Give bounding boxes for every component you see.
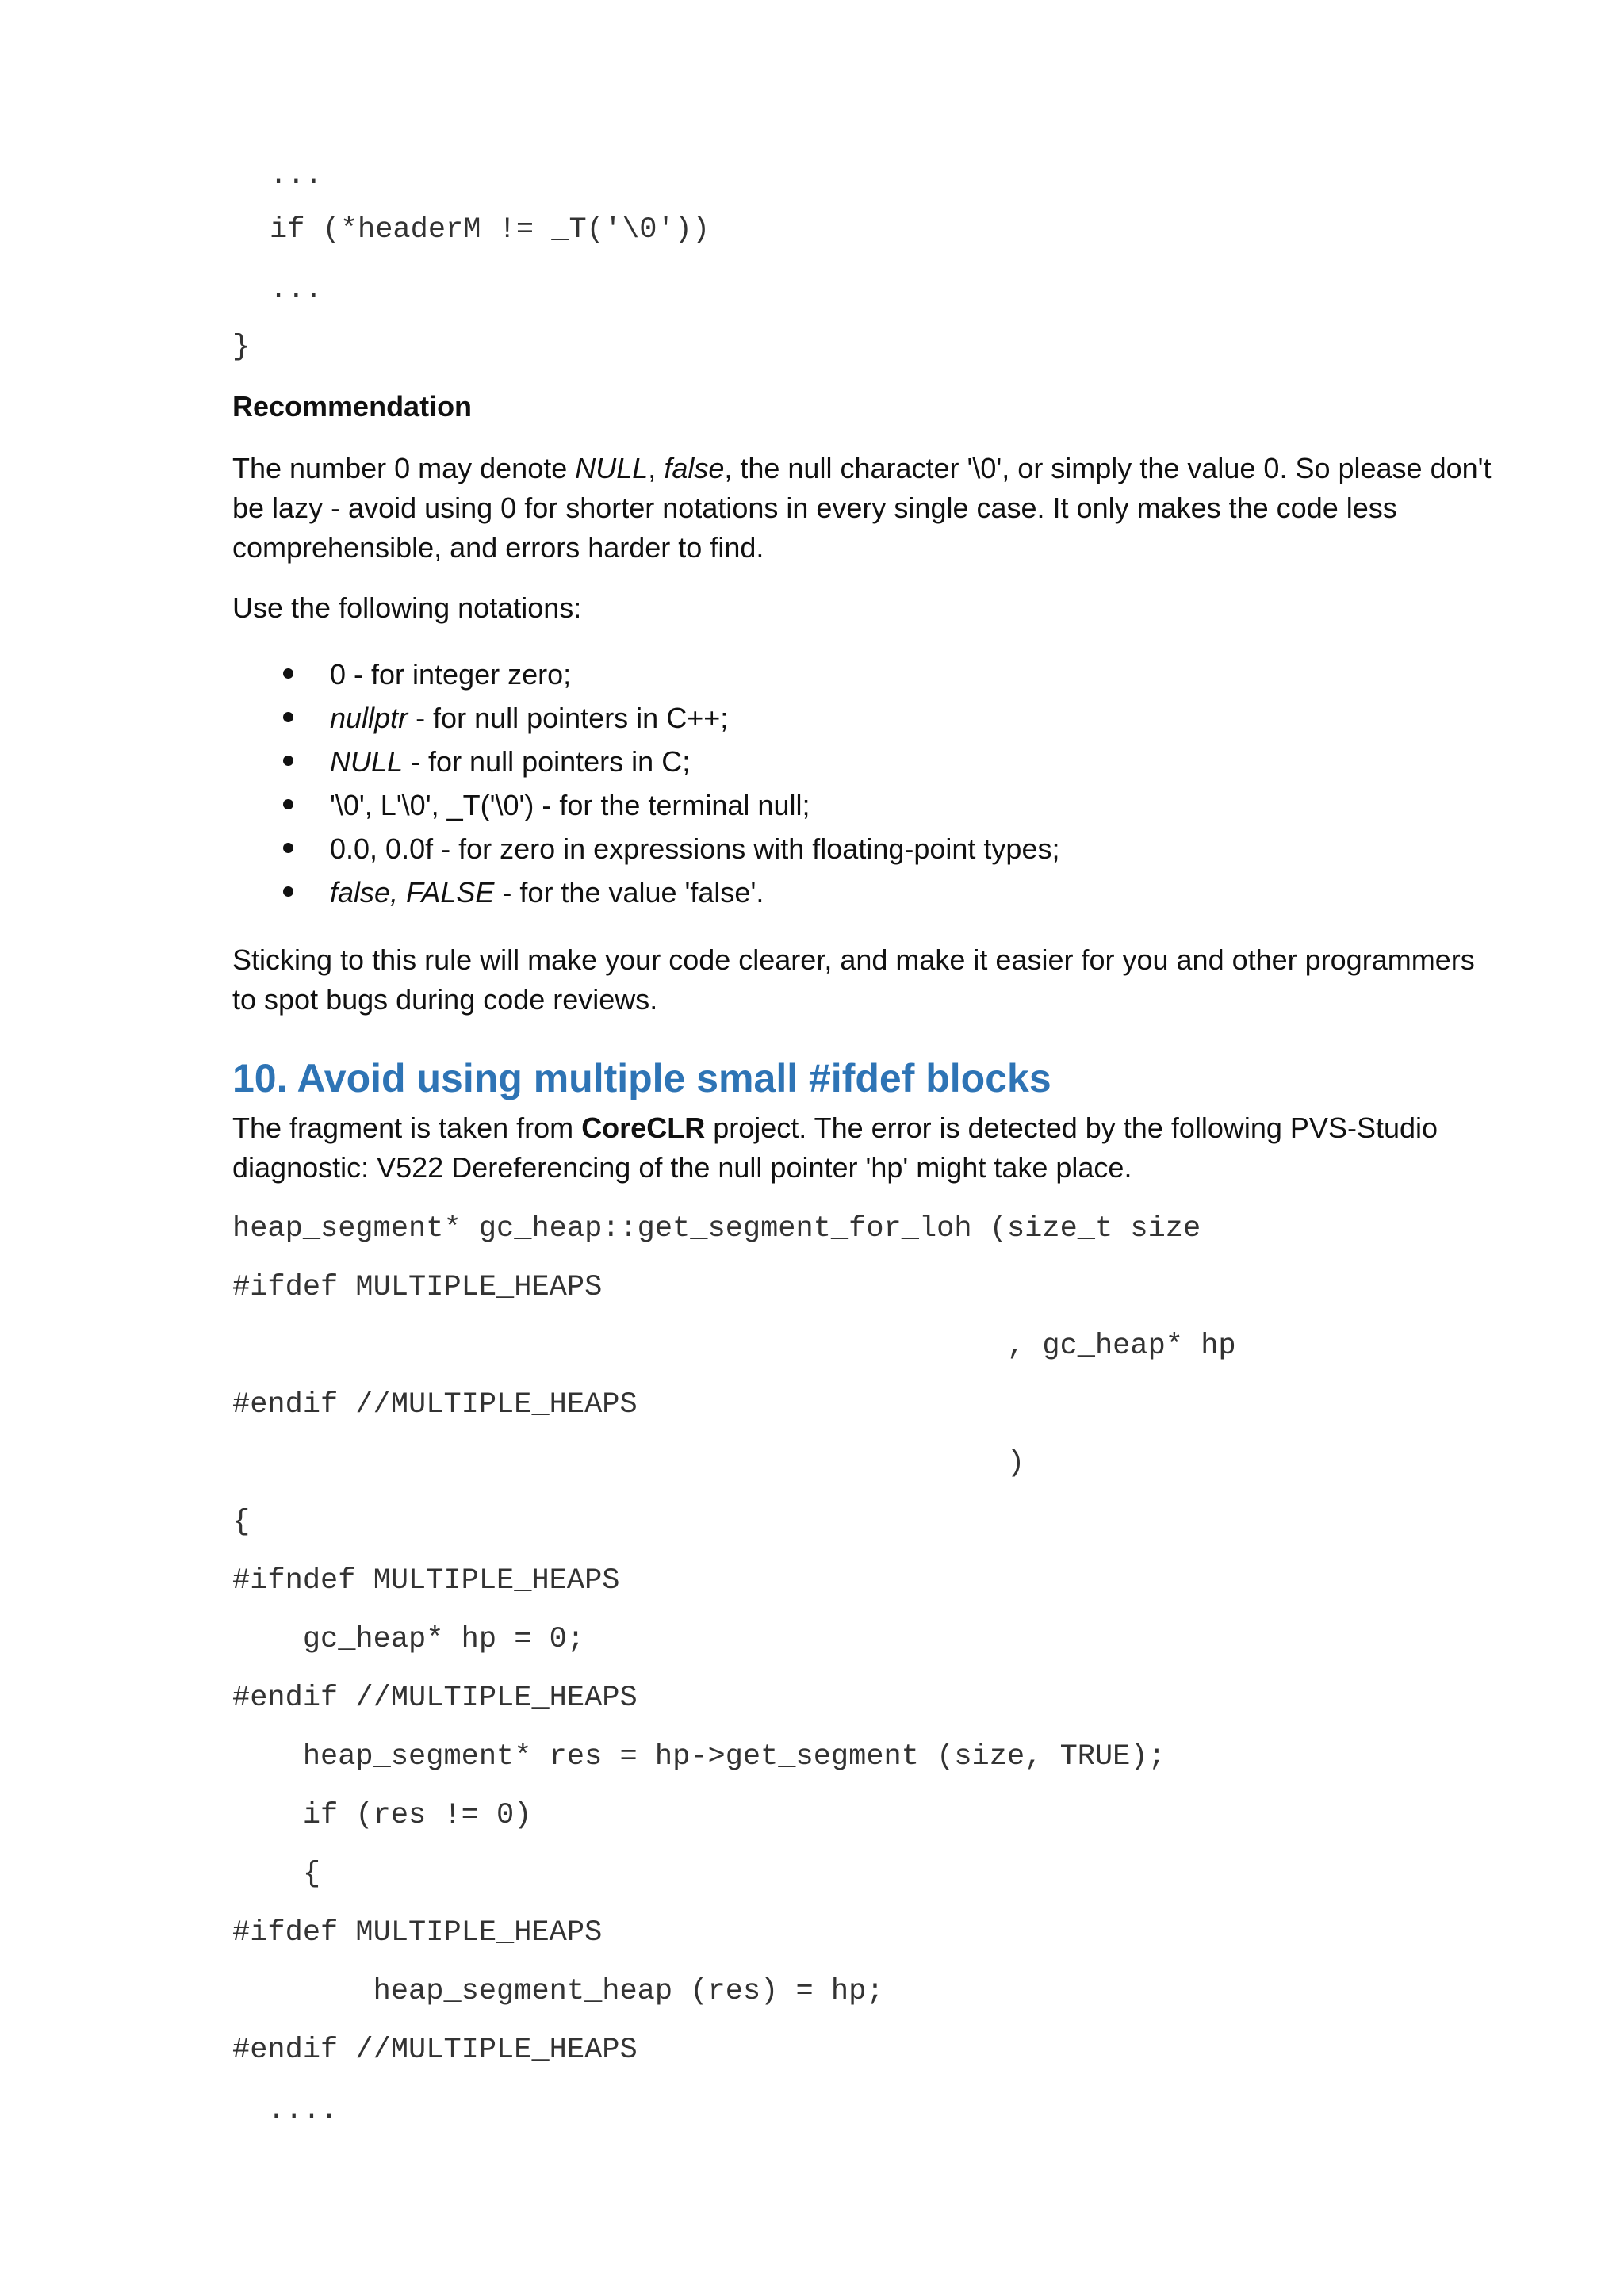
code-line: if (*headerM != _T('\0')) (270, 213, 710, 247)
notations-list (279, 652, 1059, 914)
code-line: .... (232, 2094, 339, 2127)
code-line: #ifndef MULTIPLE_HEAPS (232, 1564, 620, 1598)
recommendation-paragraph (232, 449, 1501, 568)
code-line: heap_segment* res = hp->get_segment (size, TRUE); (232, 1740, 1166, 1774)
list-item-italic: false, FALSE (330, 876, 495, 909)
code-line: { (232, 1858, 321, 1891)
list-item (279, 871, 1059, 914)
code-line: ) (232, 1447, 1025, 1480)
list-item-italic: nullptr (330, 702, 408, 734)
code-line: #endif //MULTIPLE_HEAPS (232, 2034, 638, 2067)
code-line: #endif //MULTIPLE_HEAPS (232, 1388, 638, 1422)
conclusion-paragraph: Sticking to this rule will make your code clearer, and make it easier for you and other programmers to spot bugs during code reviews. (232, 943, 1475, 1016)
bullet-icon (283, 756, 293, 766)
code-line: heap_segment* gc_heap::get_segment_for_loh (size_t size (232, 1212, 1201, 1246)
code-line: ... (270, 159, 323, 193)
bullet-icon (283, 886, 293, 897)
bullet-icon (283, 712, 293, 722)
code-line: #ifdef MULTIPLE_HEAPS (232, 1916, 603, 1950)
list-item (279, 827, 1059, 871)
bullet-icon (283, 668, 293, 679)
list-item-text: - for null pointers in C++; (408, 702, 729, 734)
list-item (279, 740, 1059, 783)
bullet-icon (283, 843, 293, 853)
code-line: #endif //MULTIPLE_HEAPS (232, 1682, 638, 1715)
code-line: #ifdef MULTIPLE_HEAPS (232, 1271, 603, 1304)
code-line: } (232, 331, 251, 364)
code-line: gc_heap* hp = 0; (232, 1623, 585, 1656)
list-item (279, 652, 1059, 696)
section-intro (232, 1108, 1501, 1188)
list-item-text: 0 - for integer zero; (330, 658, 572, 691)
bullet-icon (283, 799, 293, 809)
notations-intro: Use the following notations: (232, 591, 582, 624)
code-line: ... (270, 274, 323, 307)
text-run-italic: NULL (575, 452, 649, 484)
text-run: The number 0 may denote (232, 452, 576, 484)
code-line: { (232, 1506, 251, 1539)
list-item-text: - for null pointers in C; (403, 745, 691, 778)
text-run: The fragment is taken from (232, 1112, 582, 1144)
text-run: , (648, 452, 665, 484)
list-item (279, 783, 1059, 827)
text-run: project. The error is detected by the following PVS-Studio diagnostic: V522 Dereferencing of the null pointer 'hp' might take place. (232, 1112, 1438, 1184)
list-item (279, 696, 1059, 740)
text-run-italic: false (664, 452, 725, 484)
project-name: CoreCLR (581, 1112, 706, 1144)
list-item-italic: NULL (330, 745, 404, 778)
list-item-text: - for the value 'false'. (494, 876, 764, 909)
recommendation-title: Recommendation (232, 390, 473, 423)
section-heading: 10. Avoid using multiple small #ifdef blocks (232, 1056, 1051, 1100)
code-line: , gc_heap* hp (232, 1330, 1236, 1363)
text-run: , the null character '\0', or simply the value 0. So please don't be lazy - avoid using 0 for shorter notations in every single case. It only makes the code less comprehensible, and errors harder to find. (232, 452, 1492, 564)
code-line: heap_segment_heap (res) = hp; (232, 1975, 884, 2008)
code-line: if (res != 0) (232, 1799, 532, 1832)
list-item-text: 0.0, 0.0f - for zero in expressions with floating-point types; (330, 832, 1060, 865)
list-item-text: '\0', L'\0', _T('\0') - for the terminal null; (330, 789, 810, 821)
